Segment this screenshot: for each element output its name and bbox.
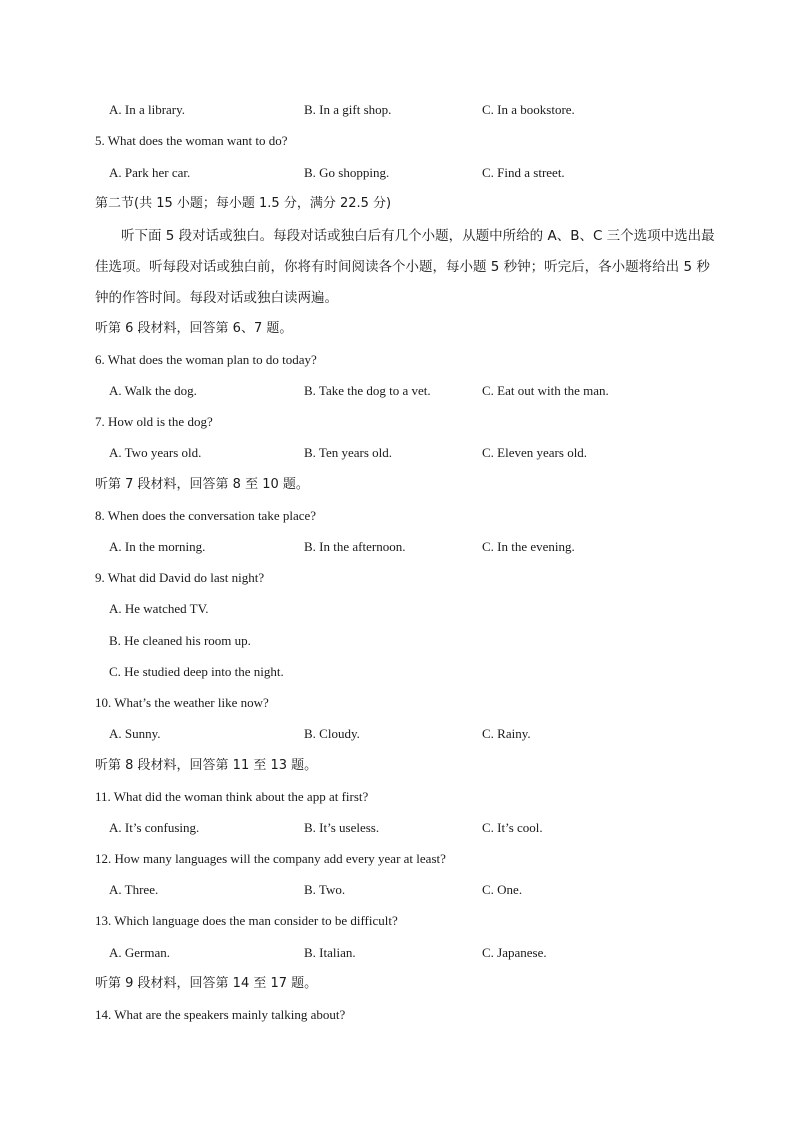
material-8-heading: 听第 8 段材料，回答第 11 至 13 题。 — [95, 758, 318, 773]
q9-option-b: B. He cleaned his room up. — [109, 633, 251, 648]
q8-option-a: A. In the morning. — [109, 539, 206, 554]
q4-option-b: B. In a gift shop. — [304, 102, 392, 117]
q7-option-a: A. Two years old. — [109, 445, 202, 460]
material-7-heading: 听第 7 段材料，回答第 8 至 10 题。 — [95, 477, 309, 492]
q6-options — [109, 382, 709, 400]
q11-option-b: B. It’s useless. — [304, 820, 380, 835]
q4-option-c: C. In a bookstore. — [482, 102, 575, 117]
q11-options — [109, 819, 709, 837]
q11-option-a: A. It’s confusing. — [109, 820, 200, 835]
q6-option-c: C. Eat out with the man. — [482, 383, 609, 398]
q10-option-c: C. Rainy. — [482, 726, 531, 741]
material-6-heading: 听第 6 段材料，回答第 6、7 题。 — [95, 321, 293, 336]
q9-option-a: A. He watched TV. — [109, 601, 209, 616]
q11-option-c: C. It’s cool. — [482, 820, 543, 835]
q7-question: 7. How old is the dog? — [95, 414, 213, 429]
q7-option-c: C. Eleven years old. — [482, 445, 588, 460]
q4-options — [109, 101, 709, 119]
q5-options — [109, 164, 709, 182]
q5-option-a: A. Park her car. — [109, 165, 191, 180]
section2-instructions: 听下面 5 段对话或独白。每段对话或独白后有几个小题，从题中所给的 A、B、C 三个选项中选出最佳选项。听每段对话或独白前，你将有时间阅读各个小题，每小题 5 秒钟；听完后，各小题将给出 5 秒钟的作答时间。每段对话或独白读两遍。 — [95, 228, 715, 306]
q7-option-b: B. Ten years old. — [304, 445, 393, 460]
q8-option-c: C. In the evening. — [482, 539, 575, 554]
q12-question: 12. How many languages will the company add every year at least? — [95, 851, 446, 866]
q10-options — [109, 725, 709, 743]
q11-question: 11. What did the woman think about the app at first? — [95, 789, 369, 804]
q13-option-c: C. Japanese. — [482, 945, 547, 960]
section2-heading: 第二节(共 15 小题；每小题 1.5 分，满分 22.5 分) — [95, 196, 392, 211]
q9-question: 9. What did David do last night? — [95, 570, 265, 585]
q9-option-c: C. He studied deep into the night. — [109, 664, 284, 679]
q12-option-a: A. Three. — [109, 882, 159, 897]
q10-question: 10. What’s the weather like now? — [95, 695, 269, 710]
q5-question: 5. What does the woman want to do? — [95, 133, 288, 148]
q13-option-a: A. German. — [109, 945, 171, 960]
q12-option-c: C. One. — [482, 882, 523, 897]
q8-options — [109, 538, 709, 556]
material-9-heading: 听第 9 段材料，回答第 14 至 17 题。 — [95, 976, 318, 991]
q10-option-b: B. Cloudy. — [304, 726, 360, 741]
q12-options — [109, 881, 709, 899]
q5-option-b: B. Go shopping. — [304, 165, 390, 180]
q8-question: 8. When does the conversation take place? — [95, 508, 317, 523]
q6-option-a: A. Walk the dog. — [109, 383, 197, 398]
q6-option-b: B. Take the dog to a vet. — [304, 383, 431, 398]
q7-options — [109, 444, 709, 462]
q12-option-b: B. Two. — [304, 882, 346, 897]
q13-question: 13. Which language does the man consider to be difficult? — [95, 913, 398, 928]
q14-question: 14. What are the speakers mainly talking about? — [95, 1007, 346, 1022]
q5-option-c: C. Find a street. — [482, 165, 565, 180]
q10-option-a: A. Sunny. — [109, 726, 161, 741]
q8-option-b: B. In the afternoon. — [304, 539, 406, 554]
q13-options — [109, 944, 709, 962]
q4-option-a: A. In a library. — [109, 102, 186, 117]
q6-question: 6. What does the woman plan to do today? — [95, 352, 317, 367]
q13-option-b: B. Italian. — [304, 945, 356, 960]
